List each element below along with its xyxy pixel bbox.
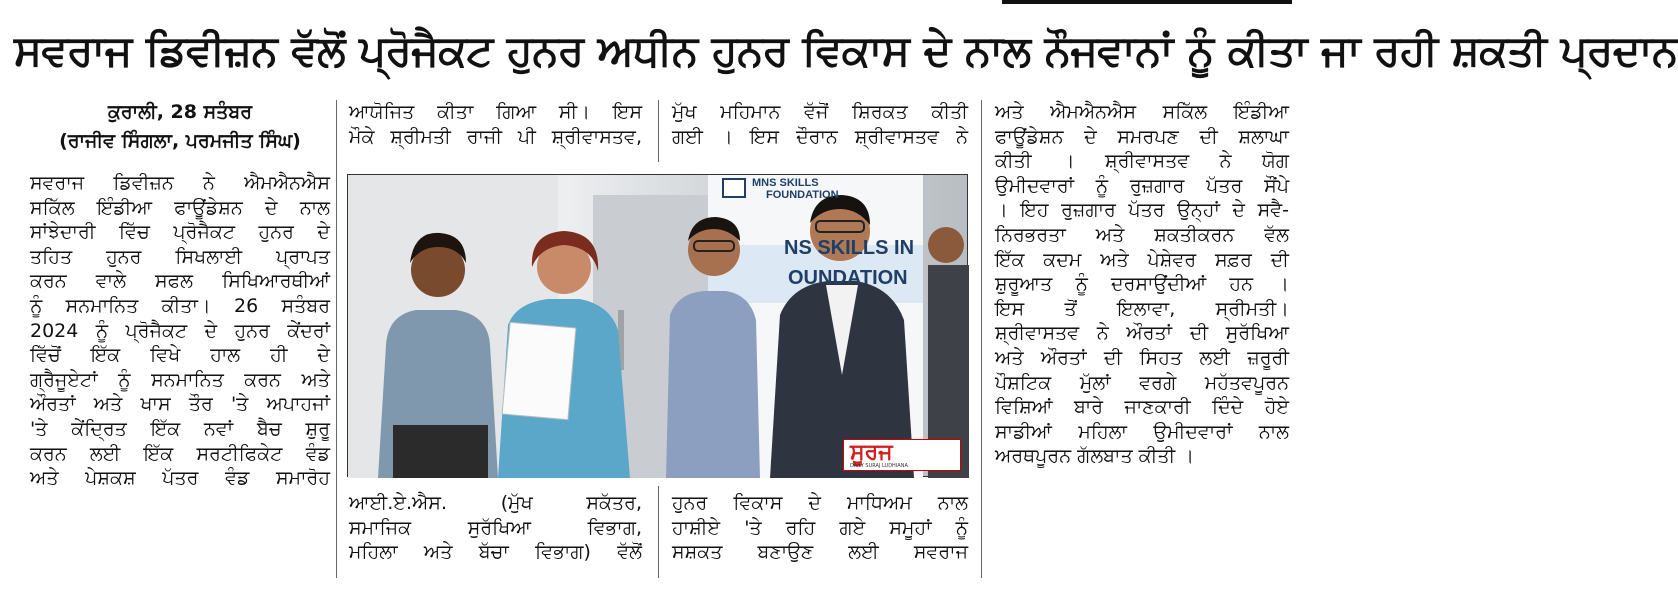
banner-text-3: NS SKILLS IN [784,237,915,259]
column-line: ਵਿਸ਼ਿਆਂ ਬਾਰੇ ਜਾਣਕਾਰੀ ਦਿੰਦੇ ਹੋਏ [995,396,1289,419]
newspaper-logo [843,439,961,471]
column-line: ਉਮੀਦਵਾਰਾਂ ਨੂੰ ਰੁਜ਼ਗਾਰ ਪੱਤਰ ਸੌਂਪੇ [995,174,1289,197]
banner-logo-mark [723,179,745,197]
column-line: ਫਾਊਂਡੇਸ਼ਨ ਦੇ ਸਮਰਪਣ ਦੀ ਸ਼ਲਾਘਾ [995,125,1289,148]
person-1-trousers [393,425,488,478]
column-line: ਤਹਿਤ ਹੁਨਰ ਸਿਖਲਾਈ ਪ੍ਰਾਪਤ [30,245,330,268]
column-line: ਹਾਸ਼ੀਏ 'ਤੇ ਰਹਿ ਗਏ ਸਮੂਹਾਂ ਨੂੰ [672,516,968,539]
logo-word: ਸੂਰਜ [850,440,893,465]
column-line: ਕੀਤੀ । ਸ਼੍ਰੀਵਾਸਤਵ ਨੇ ਯੋਗ [995,150,1289,173]
column-line: ਸਕਿੱਲ ਇੰਡੀਆ ਫਾਊਂਡੇਸ਼ਨ ਦੇ ਨਾਲ [30,196,330,219]
column-line: 'ਤੇ ਕੇਂਦ੍ਰਿਤ ਇੱਕ ਨਵਾਂ ਬੈਚ ਸ਼ੁਰੂ [30,417,330,440]
bylines: (ਰਾਜੀਵ ਸਿੰਗਲਾ, ਪਰਮਜੀਤ ਸਿੰਘ) [59,130,301,152]
column-line: ਮੌਕੇ ਸ਼੍ਰੀਮਤੀ ਰਾਜੀ ਪੀ ਸ਼੍ਰੀਵਾਸਤਵ, [349,125,642,148]
article-column-3-bottom [672,491,968,565]
column-line: ਸਾਡੀਆਂ ਮਹਿਲਾ ਉਮੀਦਵਾਰਾਂ ਨਾਲ [995,420,1289,443]
column-line: ਨੂੰ ਸਨਮਾਨਿਤ ਕੀਤਾ। 26 ਸਤੰਬਰ [30,294,330,317]
column-line: ਸ਼ੁਰੂਆਤ ਨੂੰ ਦਰਸਾਉਂਦੀਆਂ ਹਨ । [995,273,1289,296]
column-line: ਕਰਨ ਵਾਲੇ ਸਫਲ ਸਿਖਿਆਰਥੀਆਂ [30,270,330,293]
column-line: ਵਿੱਚੋਂ ਇੱਕ ਵਿਖੇ ਹਾਲ ਹੀ ਦੇ [30,344,330,367]
column-line: ਅਰਥਪੂਰਨ ਗੱਲਬਾਤ ਕੀਤੀ । [995,445,1195,468]
column-line: ਸਮਾਜਿਕ ਸੁਰੱਖਿਆ ਵਿਭਾਗ, [349,516,642,539]
certificate [502,322,576,419]
column-divider [336,100,337,578]
dateline: ਕੁਰਾਲੀ, 28 ਸਤੰਬਰ [107,101,253,123]
column-line: ਕਰਨ ਲਈ ਇੱਕ ਸਰਟੀਫਿਕੇਟ ਵੰਡ [30,442,330,465]
banner-text-2: FOUNDATION [766,189,839,201]
column-line: ਗਈ । ਇਸ ਦੌਰਾਨ ਸ਼੍ਰੀਵਾਸਤਵ ਨੇ [672,125,968,148]
column-line: ਸ਼੍ਰੀਵਾਸਤਵ ਨੇ ਔਰਤਾਂ ਦੀ ਸੁਰੱਖਿਆ [995,322,1289,345]
article-column-2-bottom [349,491,642,565]
article-column-1 [30,171,330,491]
column-line: ਔਰਤਾਂ ਅਤੇ ਖਾਸ ਤੌਰ 'ਤੇ ਅਪਾਹਜਾਂ [30,393,330,416]
banner-text-4: OUNDATION [788,267,908,289]
article-column-4 [995,100,1289,469]
column-line: ਇਸ ਤੋਂ ਇਲਾਵਾ, ਸ੍ਰੀਮਤੀ। [995,297,1289,320]
person-background-head [928,227,964,263]
column-line: ਹੁਨਰ ਵਿਕਾਸ ਦੇ ਮਾਧਿਅਮ ਨਾਲ [672,492,968,514]
photo-illustration [348,175,969,478]
column-line: 2024 ਨੂੰ ਪ੍ਰੋਜੈਕਟ ਦੇ ਹੁਨਰ ਕੇਂਦਰਾਂ [30,319,330,342]
column-line: । ਇਹ ਰੁਜ਼ਗਾਰ ਪੱਤਰ ਉਨ੍ਹਾਂ ਦੇ ਸਵੈ- [995,199,1289,222]
column-line: ਆਈ.ਏ.ਐਸ. (ਮੁੱਖ ਸਕੱਤਰ, [349,492,642,514]
article-column-3-top [672,100,968,149]
news-photo [347,174,968,477]
person-3-shirt [666,291,760,478]
column-line: ਗ੍ਰੈਜੂਏਟਾਂ ਨੂੰ ਸਨਮਾਨਿਤ ਕਰਨ ਅਤੇ [30,368,330,391]
column-line: ਅਤੇ ਪੇਸ਼ਕਸ਼ ਪੱਤਰ ਵੰਡ ਸਮਾਰੋਹ [30,467,330,490]
headline: ਸਵਰਾਜ ਡਿਵੀਜ਼ਨ ਵੱਲੋਂ ਪ੍ਰੋਜੈਕਟ ਹੁਨਰ ਅਧੀਨ ਹੁਨਰ ਵਿਕਾਸ ਦੇ ਨਾਲ ਨੌਜਵਾਨਾਂ ਨੂੰ ਕੀਤਾ ਜਾ ਰਹੀ ਸ਼ਕਤੀ ਪ੍ਰਦਾਨ [14,26,1678,75]
column-divider [658,486,659,578]
logo-tagline: DAILY SURAJ LUDHIANA [850,463,908,469]
column-line: ਸਸ਼ਕਤ ਬਣਾਉਣ ਲਈ ਸਵਰਾਜ [672,541,968,564]
column-line: ਸਾਂਝੇਦਾਰੀ ਵਿੱਚ ਪ੍ਰੋਜੈਕਟ ਹੁਨਰ ਦੇ [30,221,330,244]
banner-text-1: MNS SKILLS [752,177,819,189]
column-line: ਇੱਕ ਕਦਮ ਅਤੇ ਪੇਸ਼ੇਵਰ ਸਫ਼ਰ ਦੀ [995,248,1289,271]
column-divider [981,100,982,578]
top-rule [1002,0,1292,4]
column-line: ਪੌਸ਼ਟਿਕ ਮੁੱਲਾਂ ਵਰਗੇ ਮਹੱਤਵਪੂਰਨ [995,371,1289,394]
column-line: ਮੁੱਖ ਮਹਿਮਾਨ ਵੱਜੋਂ ਸ਼ਿਰਕਤ ਕੀਤੀ [672,101,968,123]
column-line: ਮਹਿਲਾ ਅਤੇ ਬੱਚਾ ਵਿਭਾਗ) ਵੱਲੋਂ [349,541,642,564]
article-column-2-top [349,100,642,149]
column-divider [658,100,659,162]
column-line: ਸਵਰਾਜ ਡਿਵੀਜ਼ਨ ਨੇ ਐਮਐਨਐਸ [30,172,330,194]
column-line: ਅਤੇ ਐਮਐਨਐਸ ਸਕਿੱਲ ਇੰਡੀਆ [995,101,1289,123]
column-line: ਅਤੇ ਔਰਤਾਂ ਦੀ ਸਿਹਤ ਲਈ ਜ਼ਰੂਰੀ [995,346,1289,369]
column-line: ਨਿਰਭਰਤਾ ਅਤੇ ਸ਼ਕਤੀਕਰਨ ਵੱਲ [995,223,1289,246]
column-line: ਆਯੋਜਿਤ ਕੀਤਾ ਗਿਆ ਸੀ। ਇਸ [349,101,642,123]
